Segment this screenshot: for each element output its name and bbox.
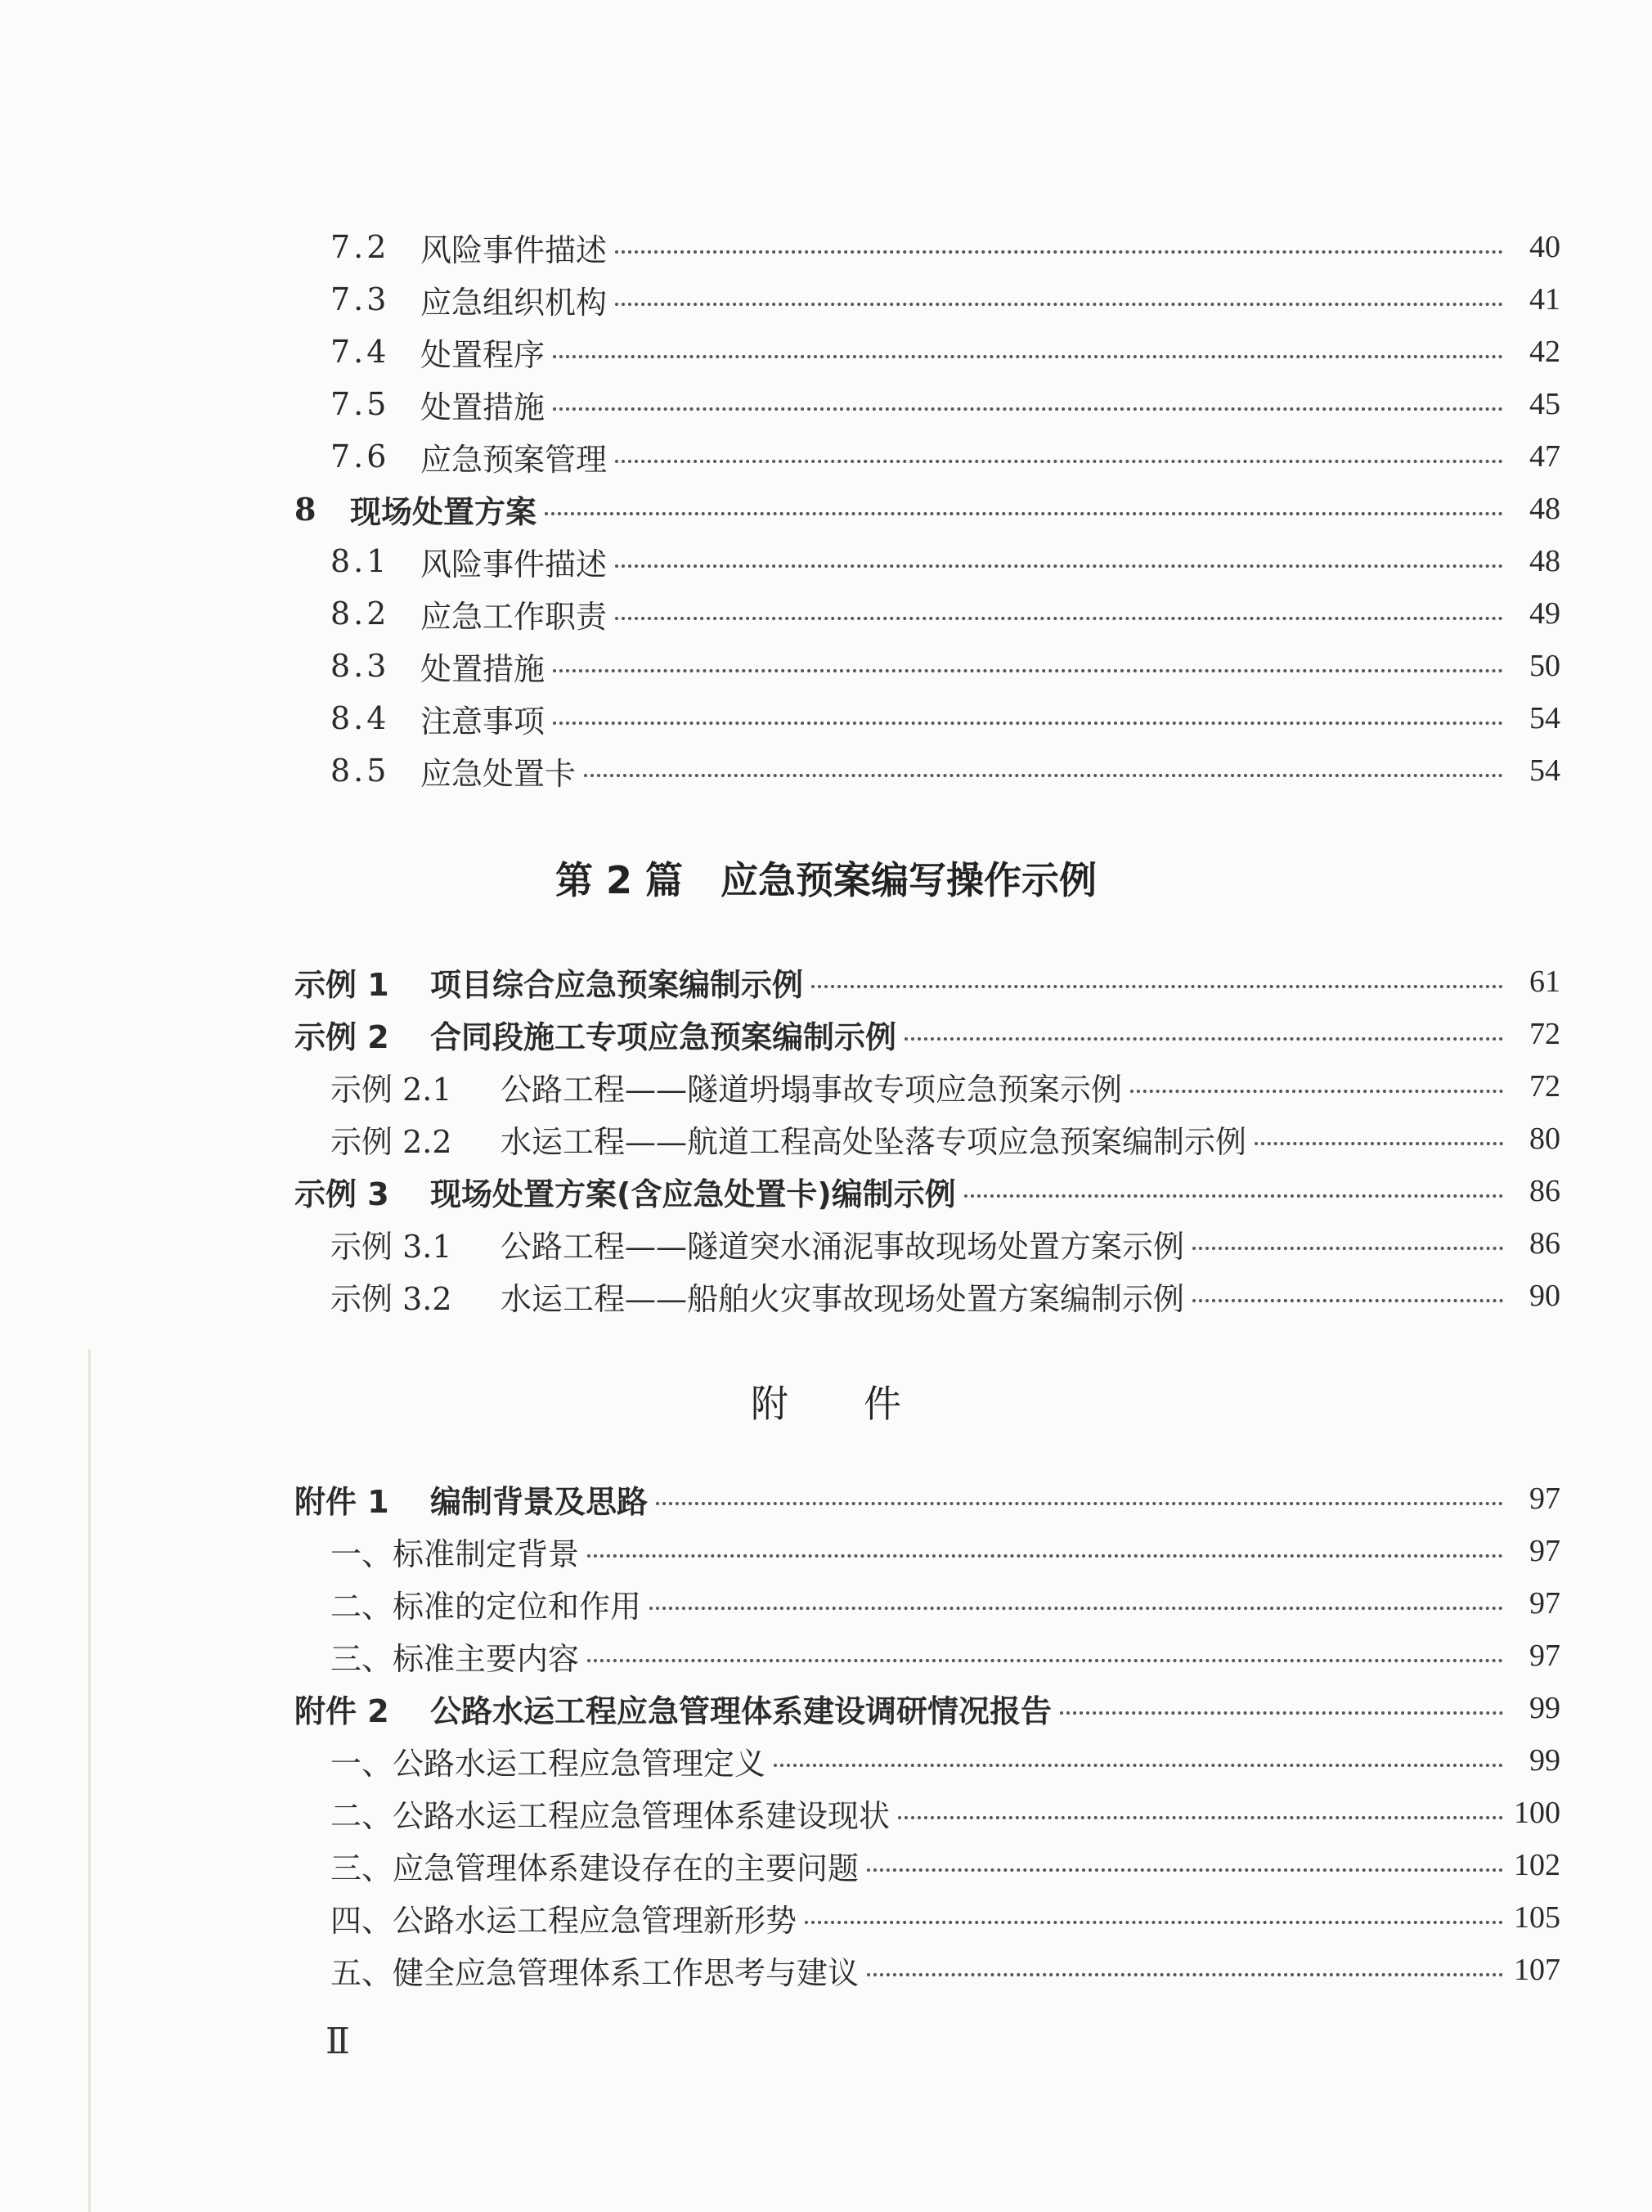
entry-title: 注意事项 — [420, 703, 545, 740]
entry-number: 7.2 — [330, 229, 390, 265]
entry-page: 105 — [1514, 1900, 1560, 1935]
entry-title: 公路工程——隧道突水涌泥事故现场处置方案示例 — [501, 1228, 1185, 1265]
entry-number: 8 — [294, 490, 320, 528]
entry-page: 97 — [1529, 1586, 1560, 1621]
entry-number: 附件 1 — [294, 1483, 389, 1520]
entry-page: 99 — [1529, 1743, 1560, 1778]
dot-leader — [615, 250, 1503, 254]
dot-leader — [553, 355, 1503, 358]
entry-number: 附件 2 — [294, 1693, 389, 1729]
entry-title: 二、公路水运工程应急管理体系建设现状 — [330, 1797, 891, 1834]
dot-leader — [649, 1607, 1503, 1610]
entry-page: 99 — [1529, 1691, 1560, 1725]
entry-number: 8.1 — [330, 543, 390, 579]
entry-number: 7.6 — [330, 438, 390, 474]
entry-number: 8.4 — [330, 700, 390, 736]
entry-title: 现场处置方案 — [350, 492, 537, 530]
toc-entry[interactable] — [294, 955, 1560, 1008]
entry-page: 54 — [1529, 753, 1560, 788]
toc-entry[interactable] — [294, 273, 1560, 326]
dot-leader — [964, 1194, 1503, 1198]
entry-page: 86 — [1529, 1174, 1560, 1208]
toc-entry[interactable] — [294, 1630, 1560, 1682]
entry-page: 42 — [1529, 335, 1560, 369]
entry-title: 应急组织机构 — [420, 284, 608, 321]
toc-entry[interactable] — [294, 1839, 1560, 1891]
toc-entry[interactable] — [294, 1734, 1560, 1787]
dot-leader — [774, 1764, 1503, 1767]
toc-entry[interactable] — [294, 1682, 1560, 1734]
entry-page: 97 — [1529, 1481, 1560, 1516]
entry-page: 49 — [1529, 596, 1560, 631]
toc-entry[interactable] — [294, 1787, 1560, 1839]
entry-title: 三、标准主要内容 — [330, 1640, 580, 1677]
dot-leader — [587, 1554, 1503, 1558]
dot-leader — [1255, 1142, 1503, 1145]
entry-page: 72 — [1529, 1017, 1560, 1051]
entry-number: 8.2 — [330, 596, 390, 632]
entry-page: 80 — [1529, 1122, 1560, 1156]
toc-entry[interactable] — [294, 221, 1560, 273]
toc-entry[interactable] — [294, 1008, 1560, 1060]
dot-leader — [898, 1816, 1503, 1819]
entry-title: 合同段施工专项应急预案编制示例 — [430, 1018, 897, 1055]
toc-part2-list — [294, 955, 1560, 1322]
toc-entry[interactable] — [294, 535, 1560, 587]
dot-leader — [615, 617, 1503, 620]
dot-leader — [656, 1502, 1503, 1505]
entry-title: 一、公路水运工程应急管理定义 — [330, 1745, 766, 1782]
toc-attachments-list — [294, 1472, 1560, 1996]
entry-title: 处置措施 — [420, 650, 545, 687]
entry-number: 示例 3 — [294, 1176, 389, 1212]
toc-entry[interactable] — [294, 1113, 1560, 1165]
dot-leader — [615, 303, 1503, 306]
toc-entry[interactable] — [294, 1891, 1560, 1944]
entry-page: 41 — [1529, 282, 1560, 317]
toc-entry[interactable] — [294, 326, 1560, 378]
entry-title: 项目综合应急预案编制示例 — [430, 966, 804, 1003]
part2-heading: 第 2 篇 应急预案编写操作示例 — [554, 858, 1098, 902]
toc-entry[interactable] — [294, 1165, 1560, 1217]
dot-leader — [553, 407, 1503, 411]
dot-leader — [553, 669, 1503, 672]
entry-title: 风险事件描述 — [420, 232, 608, 268]
toc-entry[interactable] — [294, 744, 1560, 797]
entry-number: 8.3 — [330, 648, 390, 684]
dot-leader — [553, 722, 1503, 725]
entry-number: 示例 3.2 — [330, 1280, 452, 1317]
entry-title: 一、标准制定背景 — [330, 1535, 580, 1572]
entry-number: 示例 1 — [294, 966, 389, 1003]
toc-entry[interactable] — [294, 430, 1560, 483]
entry-number: 示例 2.1 — [330, 1071, 452, 1108]
entry-page: 97 — [1529, 1639, 1560, 1673]
toc-entry[interactable] — [294, 1577, 1560, 1630]
dot-leader — [905, 1037, 1503, 1041]
toc-entry[interactable] — [294, 1217, 1560, 1270]
toc-entry[interactable] — [294, 692, 1560, 744]
entry-page: 102 — [1514, 1848, 1560, 1882]
entry-page: 86 — [1529, 1226, 1560, 1261]
entry-title: 四、公路水运工程应急管理新形势 — [330, 1902, 797, 1939]
entry-title: 水运工程——船舶火灾事故现场处置方案编制示例 — [501, 1280, 1185, 1317]
dot-leader — [545, 512, 1503, 515]
toc-entry[interactable] — [294, 1944, 1560, 1996]
dot-leader — [615, 564, 1503, 568]
entry-title: 二、标准的定位和作用 — [330, 1588, 642, 1625]
entry-page: 48 — [1529, 544, 1560, 578]
toc-entry[interactable] — [294, 640, 1560, 692]
toc-entry[interactable] — [294, 587, 1560, 640]
entry-page: 54 — [1529, 701, 1560, 735]
dot-leader — [587, 1659, 1503, 1662]
entry-title: 风险事件描述 — [420, 546, 608, 582]
entry-page: 48 — [1529, 492, 1560, 526]
dot-leader — [867, 1868, 1503, 1872]
toc-part1-list — [294, 221, 1560, 797]
dot-leader — [805, 1921, 1503, 1924]
attachments-heading: 附 件 — [751, 1382, 901, 1426]
dot-leader — [584, 774, 1503, 777]
toc-entry[interactable] — [294, 1270, 1560, 1322]
dot-leader — [1130, 1090, 1503, 1093]
entry-number: 示例 3.1 — [330, 1228, 452, 1265]
entry-number: 示例 2.2 — [330, 1123, 452, 1160]
entry-page: 47 — [1529, 439, 1560, 474]
entry-number: 7.3 — [330, 281, 390, 317]
entry-page: 90 — [1529, 1279, 1560, 1313]
entry-page: 50 — [1529, 649, 1560, 683]
entry-title: 应急处置卡 — [420, 755, 577, 792]
entry-number: 8.5 — [330, 753, 390, 789]
entry-title: 应急工作职责 — [420, 598, 608, 635]
entry-number: 示例 2 — [294, 1018, 389, 1055]
dot-leader — [1060, 1711, 1503, 1715]
toc-entry[interactable] — [294, 1472, 1560, 1525]
entry-page: 72 — [1529, 1069, 1560, 1104]
entry-page: 97 — [1529, 1534, 1560, 1568]
entry-title: 五、健全应急管理体系工作思考与建议 — [330, 1954, 860, 1991]
toc-entry[interactable] — [294, 483, 1560, 535]
toc-entry[interactable] — [294, 1060, 1560, 1113]
entry-page: 107 — [1514, 1953, 1560, 1987]
entry-title: 应急预案管理 — [420, 441, 608, 478]
toc-entry[interactable] — [294, 1525, 1560, 1577]
entry-page: 45 — [1529, 387, 1560, 421]
page-number: Ⅱ — [325, 2021, 350, 2061]
dot-leader — [1192, 1247, 1503, 1250]
entry-title: 水运工程——航道工程高处坠落专项应急预案编制示例 — [501, 1123, 1247, 1160]
entry-number: 7.4 — [330, 334, 390, 370]
entry-title: 现场处置方案(含应急处置卡)编制示例 — [430, 1176, 956, 1212]
toc-entry[interactable] — [294, 378, 1560, 430]
entry-title: 公路水运工程应急管理体系建设调研情况报告 — [430, 1693, 1053, 1729]
entry-page: 40 — [1529, 230, 1560, 264]
entry-page: 61 — [1529, 964, 1560, 999]
entry-title: 编制背景及思路 — [430, 1483, 649, 1520]
dot-leader — [867, 1973, 1503, 1976]
entry-number: 7.5 — [330, 386, 390, 422]
dot-leader — [811, 985, 1503, 988]
entry-page: 100 — [1514, 1796, 1560, 1830]
dot-leader — [1192, 1299, 1503, 1302]
entry-title: 公路工程——隧道坍塌事故专项应急预案示例 — [501, 1071, 1123, 1108]
dot-leader — [615, 460, 1503, 463]
scan-edge-line — [88, 1350, 91, 2212]
entry-title: 三、应急管理体系建设存在的主要问题 — [330, 1850, 860, 1886]
entry-title: 处置措施 — [420, 389, 545, 425]
entry-title: 处置程序 — [420, 336, 545, 373]
